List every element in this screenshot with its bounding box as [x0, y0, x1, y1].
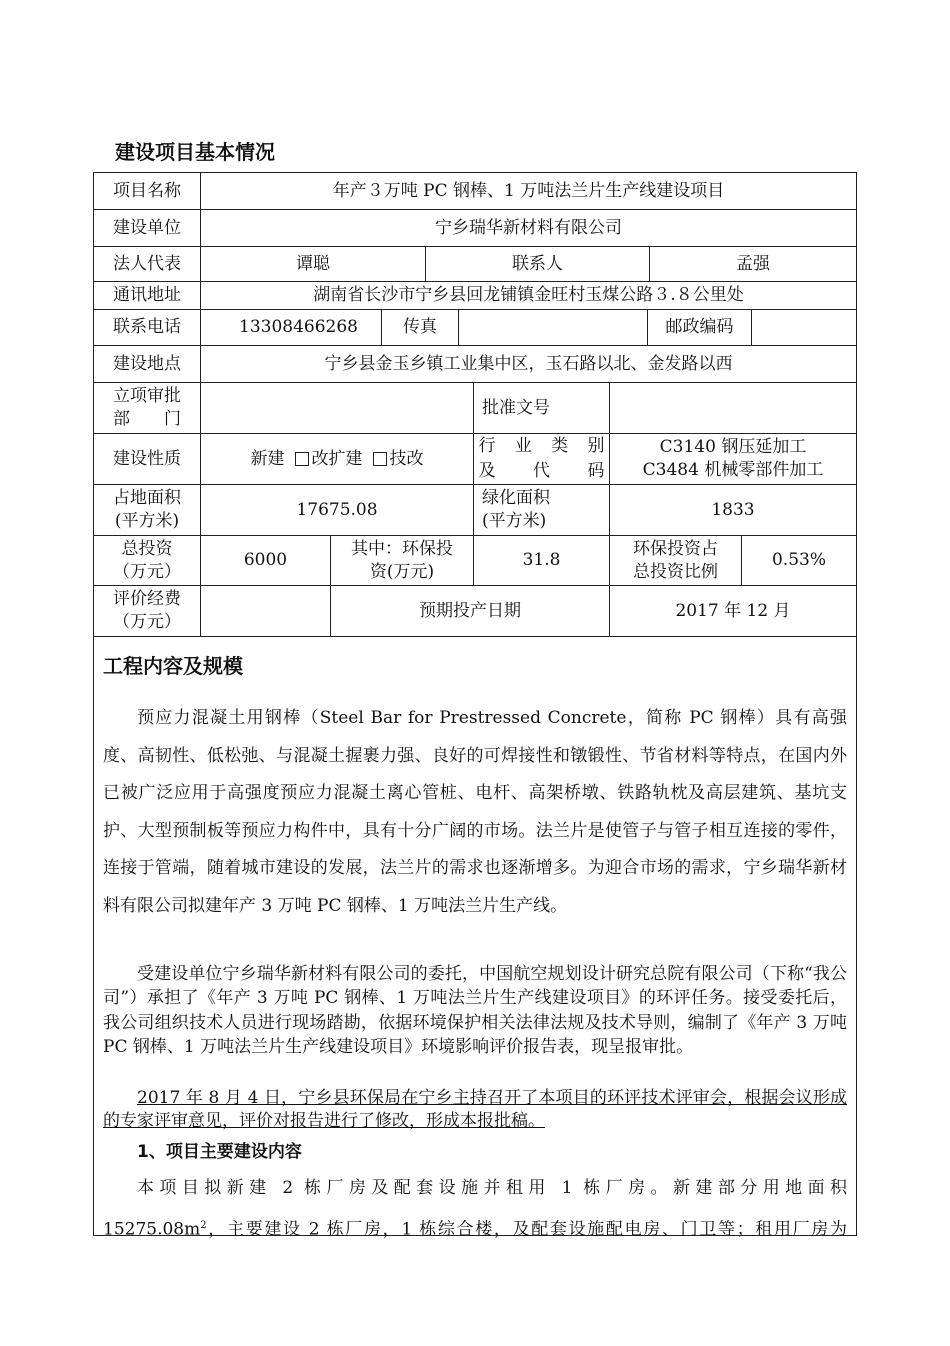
industry-label — [474, 434, 609, 484]
approval-doc-value — [610, 383, 856, 433]
address-value: 湖南省长沙市宁乡县回龙铺镇金旺村玉煤公路３.８公里处 — [313, 285, 744, 305]
env-investment-label — [331, 536, 473, 585]
approval-doc-label: 批准文号 — [482, 397, 550, 418]
env-ratio-label — [610, 536, 741, 585]
investment-label — [94, 536, 200, 585]
phone-label: 联系电话 — [113, 317, 181, 337]
area-value: 17675.08 — [296, 499, 378, 520]
project-name-label: 项目名称 — [113, 180, 181, 201]
review-meeting-paragraph: 2017 年 8 月 4 日，宁乡县环保局在宁乡主持召开了本项目的环评技术评审会，根据会议形成的专家评审意见，评价对报告进行了修改，形成本报批稿。 — [103, 1088, 847, 1131]
industry-codes — [610, 434, 856, 484]
evaluation-value — [201, 586, 330, 636]
green-area-label-line2: (平方米) — [482, 511, 547, 531]
nature-option-new: 新建 — [250, 448, 285, 469]
area-label — [94, 485, 200, 535]
env-investment-label-line2: 资(万元) — [369, 561, 435, 582]
tech-checkbox[interactable] — [373, 452, 387, 466]
contact-value: 孟强 — [736, 253, 770, 274]
industry-label-line1: 行 业 类 别 — [478, 436, 605, 456]
green-area-label-line1: 绿化面积 — [482, 488, 550, 508]
area-label-line1: 占地面积 — [113, 488, 181, 508]
investment-label-line1: 总投资 — [121, 538, 173, 559]
approval-label-line2: 部 门 — [113, 409, 181, 429]
nature-option-tech: 技改 — [389, 448, 424, 469]
industry-code-2: C3484 机械零部件加工 — [642, 460, 824, 480]
builder-value: 宁乡瑞华新材料有限公司 — [435, 217, 622, 238]
investment-label-line2: （万元） — [113, 561, 181, 582]
nature-label: 建设性质 — [113, 448, 181, 469]
approval-label-line1: 立项审批 — [113, 386, 181, 406]
square-superscript: 2 — [200, 1220, 207, 1231]
industry-label-line2: 及 代 码 — [478, 461, 605, 481]
site-label: 建设地点 — [113, 353, 181, 374]
production-date-label: 预期投产日期 — [419, 600, 521, 621]
main-content-subheading: 1、项目主要建设内容 — [137, 1142, 302, 1162]
evaluation-label-line1: 评价经费 — [113, 589, 181, 609]
fax-label: 传真 — [403, 317, 437, 337]
intro-paragraph: 预应力混凝土用钢棒（Steel Bar for Prestressed Concrete，简称 PC 钢棒）具有高强度、高韧性、低松弛、与混凝土握裹力强、良好的可焊接性和镦锻性、节省材料等特点，在国内外已被广泛应用于高强度预应力混凝土离心管桩、电杆、高架桥墩、铁路轨枕及高层建筑、基坑支护、大型预制板等预应力构件中，具有十分广阔的市场。法兰片是使管子与管子相互连接的零件，连接于管端，随着城市建设的发展，法兰片的需求也逐渐增多。为迎合市场的需求，宁乡瑞华新材料有限公司拟建年产 3 万吨 PC 钢棒、1 万吨法兰片生产线。 — [103, 708, 847, 916]
investment-value: 6000 — [243, 550, 288, 570]
legal-rep-label: 法人代表 — [113, 253, 181, 274]
fax-value — [459, 310, 647, 345]
postal-label: 邮政编码 — [665, 317, 734, 337]
env-ratio-label-line1: 环保投资占 — [633, 538, 718, 559]
env-investment-value: 31.8 — [522, 550, 561, 570]
area-label-line2: (平方米) — [114, 511, 180, 531]
production-date-value: 2017 年 12 月 — [675, 600, 791, 621]
env-investment-label-line1: 其中：环保投 — [351, 538, 453, 559]
commission-paragraph: 受建设单位宁乡瑞华新材料有限公司的委托，中国航空规划设计研究总院有限公司（下称“我公司”）承担了《年产 3 万吨 PC 钢棒、1 万吨法兰片生产线建设项目》的环评任务。接受委托后，我公司组织技术人员进行现场踏勘，依据环境保护相关法律法规及技术导则，编制了《年产 3 万吨 PC 钢棒、1 万吨法兰片生产线建设项目》环境影响评价报告表，现呈报审批。 — [103, 964, 847, 1057]
nature-options — [201, 434, 473, 484]
land-area-value: 15275.08m — [103, 1219, 201, 1240]
build-content-line2 — [103, 1207, 847, 1249]
green-area-label — [474, 485, 609, 535]
approval-label — [94, 383, 200, 433]
evaluation-label — [94, 586, 200, 636]
approval-value — [201, 383, 473, 433]
phone-value: 13308466268 — [239, 317, 358, 337]
postal-value — [752, 310, 856, 345]
evaluation-label-line2: （万元） — [113, 612, 181, 632]
site-value: 宁乡县金玉乡镇工业集中区，玉石路以北、金发路以西 — [324, 353, 733, 374]
green-area-value: 1833 — [711, 499, 755, 520]
builder-label: 建设单位 — [113, 217, 181, 238]
legal-rep-value: 谭聪 — [296, 253, 330, 274]
address-label: 通讯地址 — [113, 285, 181, 305]
contact-label: 联系人 — [512, 253, 563, 274]
nature-option-rebuild: 改扩建 — [311, 448, 363, 469]
env-ratio-label-line2: 总投资比例 — [633, 561, 718, 582]
build-content-line1: 本项目拟新建 2 栋厂房及配套设施并租用 1 栋厂房。新建部分用地面积 — [137, 1178, 847, 1198]
section-title: 建设项目基本情况 — [115, 140, 275, 164]
build-content-rest: ，主要建设 2 栋厂房，1 栋综合楼，及配套设施配电房、门卫等；租用厂房为 — [206, 1219, 847, 1240]
rebuild-checkbox[interactable] — [295, 452, 309, 466]
env-ratio-value: 0.53% — [771, 550, 826, 570]
project-name-value: 年产３万吨 PC 钢棒、1 万吨法兰片生产线建设项目 — [332, 180, 725, 201]
content-title: 工程内容及规模 — [103, 654, 243, 678]
industry-code-1: C3140 钢压延加工 — [659, 437, 807, 457]
